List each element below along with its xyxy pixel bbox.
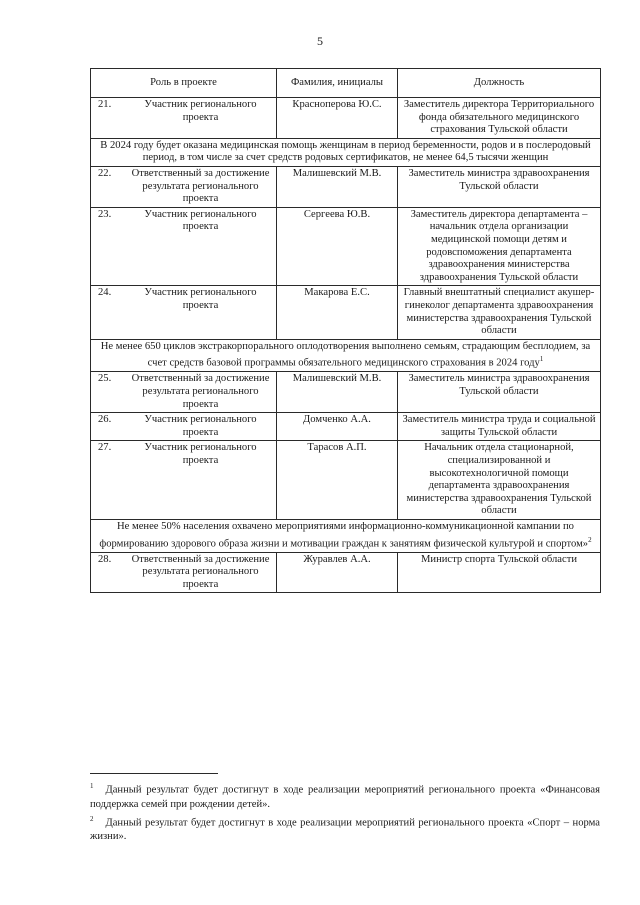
name-cell: Малишевский М.В. xyxy=(277,372,398,413)
row-number: 23. xyxy=(98,208,112,220)
footnote-mark: 1 xyxy=(90,782,94,790)
name-cell: Журавлев А.А. xyxy=(277,552,398,593)
role-cell xyxy=(91,166,277,207)
row-number: 27. xyxy=(98,442,112,454)
position-cell: Заместитель министра труда и социальной защиты Тульской области xyxy=(398,413,601,441)
table-row xyxy=(91,98,601,139)
section-heading xyxy=(91,519,601,552)
position-cell: Начальник отдела стационарной, специализированной и высокотехнологичной помощи департамента здравоохранения министерства здравоохранения Тульской области xyxy=(398,441,601,520)
table-row xyxy=(91,286,601,339)
footnote-marker: 1 xyxy=(539,355,544,364)
row-number: 21. xyxy=(98,99,112,110)
name-cell: Красноперова Ю.С. xyxy=(277,98,398,139)
position-cell: Главный внештатный специалист акушер-гинеколог департамента здравоохранения министерства здравоохранения Тульской области xyxy=(398,286,601,339)
role-text: Ответственный за достижение результата регионального проекта xyxy=(131,553,270,590)
name-cell: Макарова Е.С. xyxy=(277,286,398,339)
section-heading xyxy=(91,339,601,372)
header-name: Фамилия, инициалы xyxy=(277,69,398,98)
row-number: 22. xyxy=(98,167,112,179)
footnotes xyxy=(90,779,600,844)
role-text: Ответственный за достижение результата регионального проекта xyxy=(131,167,270,205)
table-row xyxy=(91,372,601,413)
footnote xyxy=(90,779,600,812)
section-text: Не менее 50% населения охвачено мероприятиями информационно-коммуникационной кампании по формированию здорового образа жизни и мотивации граждан к занятиям физической культурой и спортом» xyxy=(99,520,589,550)
header-position: Должность xyxy=(398,69,601,98)
row-number: 25. xyxy=(98,373,112,385)
role-text: Участник регионального проекта xyxy=(144,99,257,123)
section-row xyxy=(91,519,601,552)
role-cell xyxy=(91,413,277,441)
section-row xyxy=(91,339,601,372)
table-header-row xyxy=(91,69,601,98)
table-row xyxy=(91,441,601,520)
position-cell: Заместитель министра здравоохранения Тульской области xyxy=(398,372,601,413)
section-text: В 2024 году будет оказана медицинская помощь женщинам в период беременности, родов и в послеродовый период, в том числе за счет средств родовых сертификатов, не менее 64,5 тысячи женщин xyxy=(100,139,591,164)
role-text: Участник регионального проекта xyxy=(144,414,257,438)
position-cell: Заместитель директора департамента – начальник отдела организации медицинской помощи детям и родовспоможения департамента здравоохранения министерства здравоохранения Тульской области xyxy=(398,207,601,286)
role-cell xyxy=(91,441,277,520)
role-cell xyxy=(91,286,277,339)
role-text: Ответственный за достижение результата регионального проекта xyxy=(131,373,270,410)
section-text: Не менее 650 циклов экстракорпорального оплодотворения выполнено семьям, страдающим бесплодием, за счет средств базовой программы обязательного медицинского страхования в 2024 году xyxy=(100,340,591,369)
footnote-mark: 2 xyxy=(90,814,94,823)
role-cell xyxy=(91,372,277,413)
name-cell: Домченко А.А. xyxy=(277,413,398,441)
name-cell: Малишевский М.В. xyxy=(277,166,398,207)
row-number: 26. xyxy=(98,414,112,426)
position-cell: Заместитель министра здравоохранения Тульской области xyxy=(398,166,601,207)
role-text: Участник регионального проекта xyxy=(144,208,257,233)
role-cell xyxy=(91,552,277,593)
name-cell: Тарасов А.П. xyxy=(277,441,398,520)
role-cell xyxy=(91,98,277,139)
page-number: 5 xyxy=(317,34,323,48)
row-number: 24. xyxy=(98,287,112,299)
role-cell xyxy=(91,207,277,286)
footnote xyxy=(90,812,600,845)
header-role: Роль в проекте xyxy=(91,69,277,98)
table-row xyxy=(91,166,601,207)
role-text: Участник регионального проекта xyxy=(144,442,257,466)
table-row xyxy=(91,413,601,441)
footnote-marker: 2 xyxy=(588,535,592,544)
section-row xyxy=(91,138,601,166)
name-cell: Сергеева Ю.В. xyxy=(277,207,398,286)
footnote-text: Данный результат будет достигнут в ходе реализации мероприятий регионального проекта «Спорт – норма жизни». xyxy=(90,817,600,843)
footnote-text: Данный результат будет достигнут в ходе реализации мероприятий регионального проекта «Финансовая поддержка семей при рождении детей». xyxy=(90,784,600,810)
table-row xyxy=(91,207,601,286)
row-number: 28. xyxy=(98,553,112,565)
table-row xyxy=(91,552,601,593)
section-heading xyxy=(91,138,601,166)
role-text: Участник регионального проекта xyxy=(144,287,257,311)
footnote-divider xyxy=(90,773,218,774)
position-cell: Министр спорта Тульской области xyxy=(398,552,601,593)
responsibility-table xyxy=(90,68,601,593)
position-cell: Заместитель директора Территориального фонда обязательного медицинского страхования Тульской области xyxy=(398,98,601,139)
